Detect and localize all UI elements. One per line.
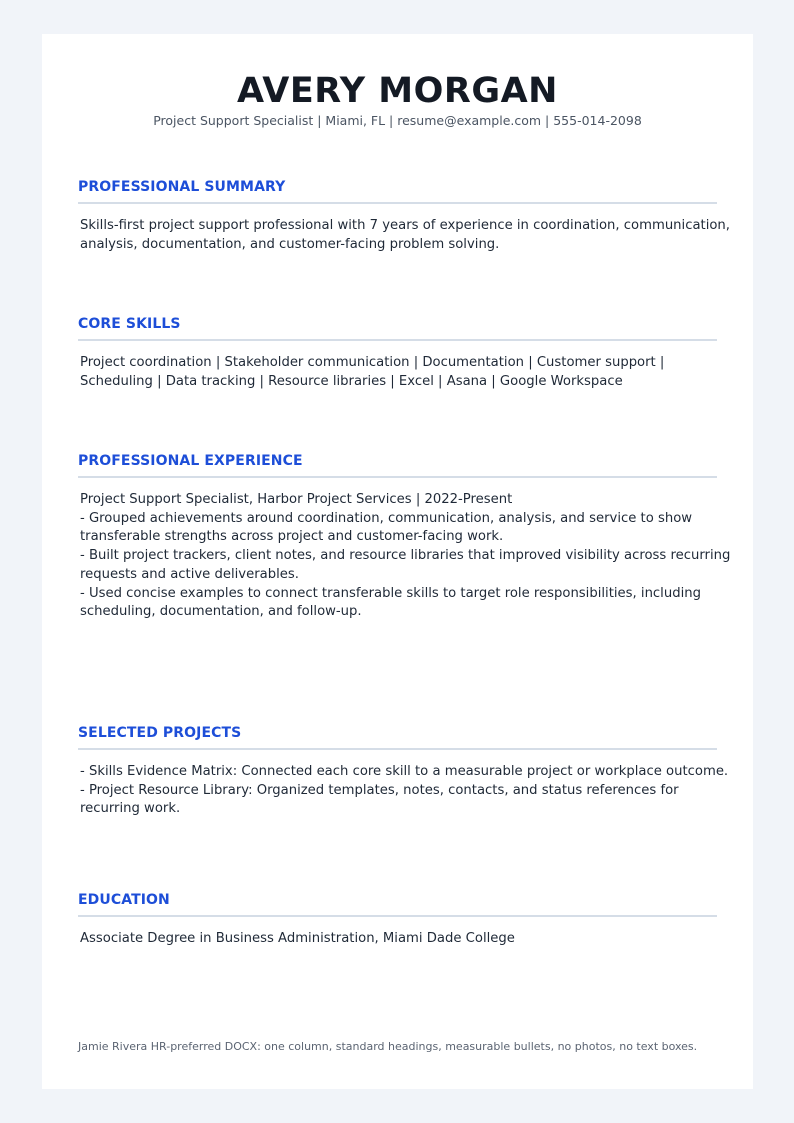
- experience-bullet: - Grouped achievements around coordination, communication, analysis, and service to show: [80, 510, 693, 526]
- summary-section: [78, 178, 730, 254]
- contact-line: Project Support Specialist | Miami, FL | resume@example.com | 555-014-2098: [153, 113, 642, 128]
- projects-body: [78, 763, 729, 819]
- projects-heading: SELECTED PROJECTS: [78, 724, 717, 750]
- experience-body: [78, 491, 731, 622]
- experience-bullet-cont: transferable strengths across project and customer-facing work.: [80, 529, 504, 545]
- skills-section: [78, 315, 717, 391]
- summary-line: analysis, documentation, and customer-facing problem solving.: [80, 236, 500, 252]
- experience-bullet-cont: scheduling, documentation, and follow-up.: [80, 604, 362, 620]
- project-bullet: - Skills Evidence Matrix: Connected each core skill to a measurable project or workplace outcome.: [80, 764, 729, 779]
- candidate-name: AVERY MORGAN: [237, 71, 558, 111]
- education-body: [78, 930, 717, 949]
- education-heading: EDUCATION: [78, 891, 717, 917]
- projects-section: [78, 724, 729, 819]
- skills-body: [78, 354, 717, 391]
- skills-heading: CORE SKILLS: [78, 315, 717, 341]
- education-section: [78, 891, 717, 949]
- experience-bullet-cont: requests and active deliverables.: [80, 566, 299, 582]
- summary-body: [78, 217, 730, 254]
- experience-section: [78, 452, 731, 622]
- footer-note: Jamie Rivera HR-preferred DOCX: one column, standard headings, measurable bullets, no photos, no text boxes.: [78, 1040, 698, 1053]
- experience-role: Project Support Specialist, Harbor Project Services | 2022-Present: [80, 492, 513, 507]
- education-line: Associate Degree in Business Administration, Miami Dade College: [80, 931, 515, 946]
- project-bullet: - Project Resource Library: Organized templates, notes, contacts, and status references for: [80, 782, 679, 798]
- experience-bullet: - Built project trackers, client notes, and resource libraries that improved visibility across recurring: [80, 548, 731, 564]
- skills-line: Project coordination | Stakeholder communication | Documentation | Customer support |: [80, 355, 665, 370]
- experience-heading: PROFESSIONAL EXPERIENCE: [78, 452, 717, 478]
- project-bullet-cont: recurring work.: [80, 801, 181, 817]
- resume-page: [42, 34, 753, 1089]
- experience-bullet: - Used concise examples to connect transferable skills to target role responsibilities, including: [80, 585, 701, 601]
- summary-line: Skills-first project support professional with 7 years of experience in coordination, communication,: [80, 218, 730, 233]
- skills-line: Scheduling | Data tracking | Resource libraries | Excel | Asana | Google Workspace: [80, 373, 623, 389]
- summary-heading: PROFESSIONAL SUMMARY: [78, 178, 717, 204]
